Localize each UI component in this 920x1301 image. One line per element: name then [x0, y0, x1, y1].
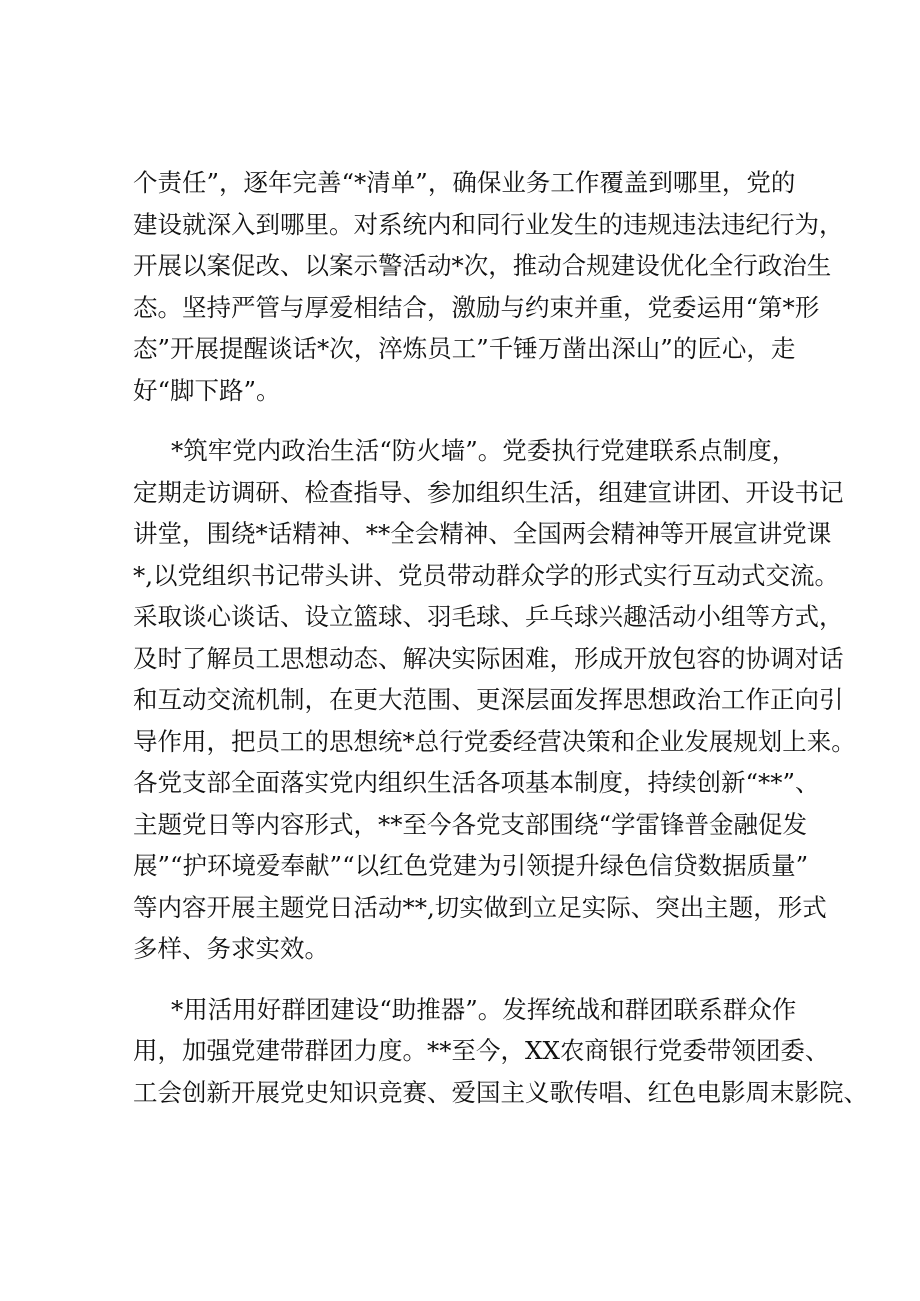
text-line: 采取谈心谈话、设立篮球、羽毛球、乒乓球兴趣活动小组等方式， [133, 602, 844, 631]
paragraph-1 [133, 162, 844, 411]
text-line: 开展以案促改、以案示警活动*次，推动合规建设优化全行政治生 [133, 251, 832, 280]
text-line: 多样、务求实效。 [133, 934, 329, 963]
text-line: 建设就深入到哪里。对系统内和同行业发生的违规违法违纪行为， [133, 209, 844, 239]
text-line: 工会创新开展党史知识竞赛、爱国主义歌传唱、红色电影周末影院、 [133, 1077, 868, 1107]
text-line: *,以党组织书记带头讲、党员带动群众学的形式实行互动式交流。 [133, 560, 840, 590]
text-line: 和互动交流机制，在更大范围、更深层面发挥思想政治工作正向引 [133, 685, 844, 714]
text-line: 等内容开展主题党日活动**,切实做到立足实际、突出主题，形式 [133, 892, 827, 922]
paragraph-2 [133, 430, 856, 970]
paragraph-3 [133, 989, 868, 1114]
text-line: 主题党日等内容形式，**至今各党支部围绕“学雷锋普金融促发 [133, 809, 808, 839]
text-line: 态”开展提醒谈话*次，淬炼员工”千锤万凿出深山”的匠心，走 [133, 334, 796, 363]
text-line: 讲堂，围绕*话精神、**全会精神、全国两会精神等开展宣讲党课 [133, 519, 832, 548]
document-body [133, 162, 868, 1113]
text-line: *用活用好群团建设“助推器”。发挥统战和群团联系群众作 [171, 994, 797, 1024]
text-line: 态。坚持严管与厚爱相结合，激励与约束并重，党委运用“第*形 [133, 292, 820, 322]
text-line: *筑牢党内政治生活“防火墙”。党委执行党建联系点制度， [171, 436, 797, 465]
text-line: 各党支部全面落实党内组织生活各项基本制度，持续创新“**”、 [133, 768, 820, 797]
text-line: 定期走访调研、检查指导、参加组织生活，组建宣讲团、开设书记 [133, 477, 844, 507]
text-line: 好“脚下路”。 [133, 375, 281, 405]
text-line: 个责任”，逐年完善“*清单”，确保业务工作覆盖到哪里，党的 [133, 168, 796, 197]
text-line: 用，加强党建带群团力度。**至今，XX农商银行党委带领团委、 [133, 1036, 830, 1065]
text-line: 展”“护环境爱奉献”“以红色党建为引领提升绿色信贷数据质量” [133, 851, 809, 880]
text-line: 导作用，把员工的思想统*总行党委经营决策和企业发展规划上来。 [133, 726, 856, 756]
text-line: 及时了解员工思想动态、解决实际困难，形成开放包容的协调对话 [133, 643, 844, 673]
